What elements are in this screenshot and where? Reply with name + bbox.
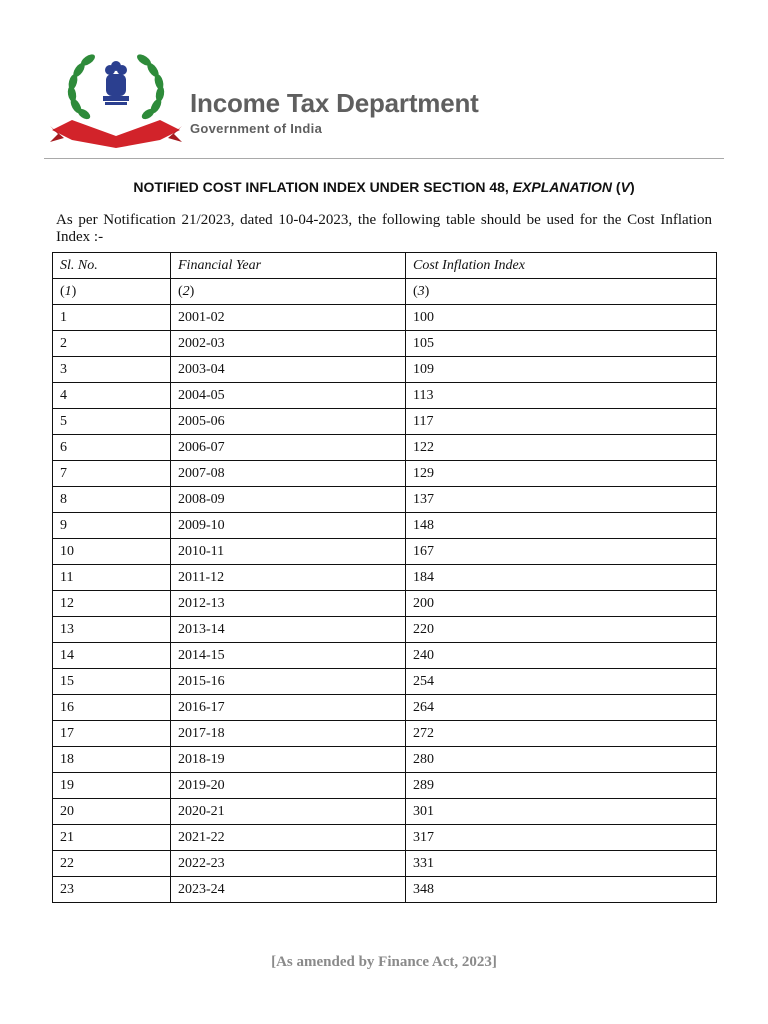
cii-value-cell: 280 xyxy=(406,747,717,773)
title-paren-close: ) xyxy=(629,179,635,195)
table-row xyxy=(53,591,717,617)
column-number-2 xyxy=(171,279,406,305)
financial-year-cell: 2020-21 xyxy=(171,799,406,825)
cii-value-cell: 148 xyxy=(406,513,717,539)
government-name: Government of India xyxy=(190,121,323,136)
cost-inflation-index-table xyxy=(52,252,717,903)
cii-value-cell: 301 xyxy=(406,799,717,825)
sl-no-cell: 21 xyxy=(53,825,171,851)
sl-no-cell: 17 xyxy=(53,721,171,747)
sl-no-cell: 22 xyxy=(53,851,171,877)
title-paren-open: ( xyxy=(612,179,621,195)
department-name: Income Tax Department xyxy=(190,88,479,118)
header-cost-inflation-index: Cost Inflation Index xyxy=(406,253,717,279)
paren-close: ) xyxy=(189,283,195,299)
financial-year-cell: 2017-18 xyxy=(171,721,406,747)
sl-no-cell: 6 xyxy=(53,435,171,461)
header-divider xyxy=(44,158,724,159)
financial-year-cell: 2016-17 xyxy=(171,695,406,721)
financial-year-cell: 2010-11 xyxy=(171,539,406,565)
cii-value-cell: 184 xyxy=(406,565,717,591)
table-row xyxy=(53,721,717,747)
column-number-3 xyxy=(406,279,717,305)
sl-no-cell: 15 xyxy=(53,669,171,695)
sl-no-cell: 5 xyxy=(53,409,171,435)
cii-value-cell: 240 xyxy=(406,643,717,669)
sl-no-cell: 4 xyxy=(53,383,171,409)
sl-no-cell: 14 xyxy=(53,643,171,669)
cii-value-cell: 254 xyxy=(406,669,717,695)
financial-year-cell: 2022-23 xyxy=(171,851,406,877)
cii-value-cell: 109 xyxy=(406,357,717,383)
income-tax-department-logo xyxy=(46,44,186,148)
title-main: NOTIFIED COST INFLATION INDEX UNDER SECTION 48, xyxy=(133,179,513,195)
cii-value-cell: 272 xyxy=(406,721,717,747)
paren-open: ( xyxy=(60,283,65,299)
sl-no-cell: 16 xyxy=(53,695,171,721)
table-row xyxy=(53,851,717,877)
table-row xyxy=(53,331,717,357)
sl-no-cell: 10 xyxy=(53,539,171,565)
cii-value-cell: 137 xyxy=(406,487,717,513)
paren-open: ( xyxy=(178,283,183,299)
paren-open: ( xyxy=(413,283,418,299)
header-sl-no: Sl. No. xyxy=(53,253,171,279)
header-financial-year: Financial Year xyxy=(171,253,406,279)
financial-year-cell: 2007-08 xyxy=(171,461,406,487)
financial-year-cell: 2013-14 xyxy=(171,617,406,643)
financial-year-cell: 2014-15 xyxy=(171,643,406,669)
sl-no-cell: 1 xyxy=(53,305,171,331)
title-clause: V xyxy=(620,179,630,195)
cii-value-cell: 117 xyxy=(406,409,717,435)
cii-value-cell: 264 xyxy=(406,695,717,721)
table-body xyxy=(53,305,717,903)
table-column-number-row xyxy=(53,279,717,305)
intro-paragraph: As per Notification 21/2023, dated 10-04-2023, the following table should be used for the Cost Inflation Index :- xyxy=(56,212,712,245)
financial-year-cell: 2021-22 xyxy=(171,825,406,851)
cii-value-cell: 129 xyxy=(406,461,717,487)
paren-close: ) xyxy=(71,283,77,299)
table-row xyxy=(53,799,717,825)
document-title xyxy=(0,179,768,195)
title-explanation: EXPLANATION xyxy=(512,179,613,195)
sl-no-cell: 20 xyxy=(53,799,171,825)
financial-year-cell: 2005-06 xyxy=(171,409,406,435)
column-number: 2 xyxy=(182,283,190,299)
cii-value-cell: 289 xyxy=(406,773,717,799)
sl-no-cell: 11 xyxy=(53,565,171,591)
table-header-row xyxy=(53,253,717,279)
paren-close: ) xyxy=(424,283,430,299)
financial-year-cell: 2015-16 xyxy=(171,669,406,695)
financial-year-cell: 2023-24 xyxy=(171,877,406,903)
financial-year-cell: 2009-10 xyxy=(171,513,406,539)
column-number: 3 xyxy=(417,283,425,299)
financial-year-cell: 2018-19 xyxy=(171,747,406,773)
financial-year-cell: 2001-02 xyxy=(171,305,406,331)
table-row xyxy=(53,747,717,773)
column-number: 1 xyxy=(64,283,72,299)
table-row xyxy=(53,669,717,695)
table-row xyxy=(53,409,717,435)
sl-no-cell: 8 xyxy=(53,487,171,513)
column-number-1 xyxy=(53,279,171,305)
table-row xyxy=(53,435,717,461)
page-header xyxy=(0,0,768,160)
table-row xyxy=(53,773,717,799)
table-row xyxy=(53,513,717,539)
table-row xyxy=(53,305,717,331)
cii-value-cell: 348 xyxy=(406,877,717,903)
cii-value-cell: 331 xyxy=(406,851,717,877)
table-row xyxy=(53,643,717,669)
financial-year-cell: 2011-12 xyxy=(171,565,406,591)
table-row xyxy=(53,461,717,487)
financial-year-cell: 2012-13 xyxy=(171,591,406,617)
financial-year-cell: 2003-04 xyxy=(171,357,406,383)
table-row xyxy=(53,877,717,903)
cii-value-cell: 105 xyxy=(406,331,717,357)
table-row xyxy=(53,539,717,565)
sl-no-cell: 13 xyxy=(53,617,171,643)
table-row xyxy=(53,695,717,721)
amendment-note: [As amended by Finance Act, 2023] xyxy=(271,954,497,970)
sl-no-cell: 12 xyxy=(53,591,171,617)
cii-value-cell: 317 xyxy=(406,825,717,851)
financial-year-cell: 2002-03 xyxy=(171,331,406,357)
table-row xyxy=(53,565,717,591)
cii-value-cell: 122 xyxy=(406,435,717,461)
cii-value-cell: 220 xyxy=(406,617,717,643)
table-row xyxy=(53,487,717,513)
table-row xyxy=(53,617,717,643)
sl-no-cell: 23 xyxy=(53,877,171,903)
sl-no-cell: 9 xyxy=(53,513,171,539)
financial-year-cell: 2019-20 xyxy=(171,773,406,799)
cii-value-cell: 200 xyxy=(406,591,717,617)
sl-no-cell: 19 xyxy=(53,773,171,799)
sl-no-cell: 2 xyxy=(53,331,171,357)
table-row xyxy=(53,825,717,851)
table-row xyxy=(53,357,717,383)
cii-value-cell: 167 xyxy=(406,539,717,565)
sl-no-cell: 7 xyxy=(53,461,171,487)
sl-no-cell: 3 xyxy=(53,357,171,383)
financial-year-cell: 2006-07 xyxy=(171,435,406,461)
financial-year-cell: 2004-05 xyxy=(171,383,406,409)
financial-year-cell: 2008-09 xyxy=(171,487,406,513)
cii-value-cell: 113 xyxy=(406,383,717,409)
sl-no-cell: 18 xyxy=(53,747,171,773)
cii-value-cell: 100 xyxy=(406,305,717,331)
table-row xyxy=(53,383,717,409)
